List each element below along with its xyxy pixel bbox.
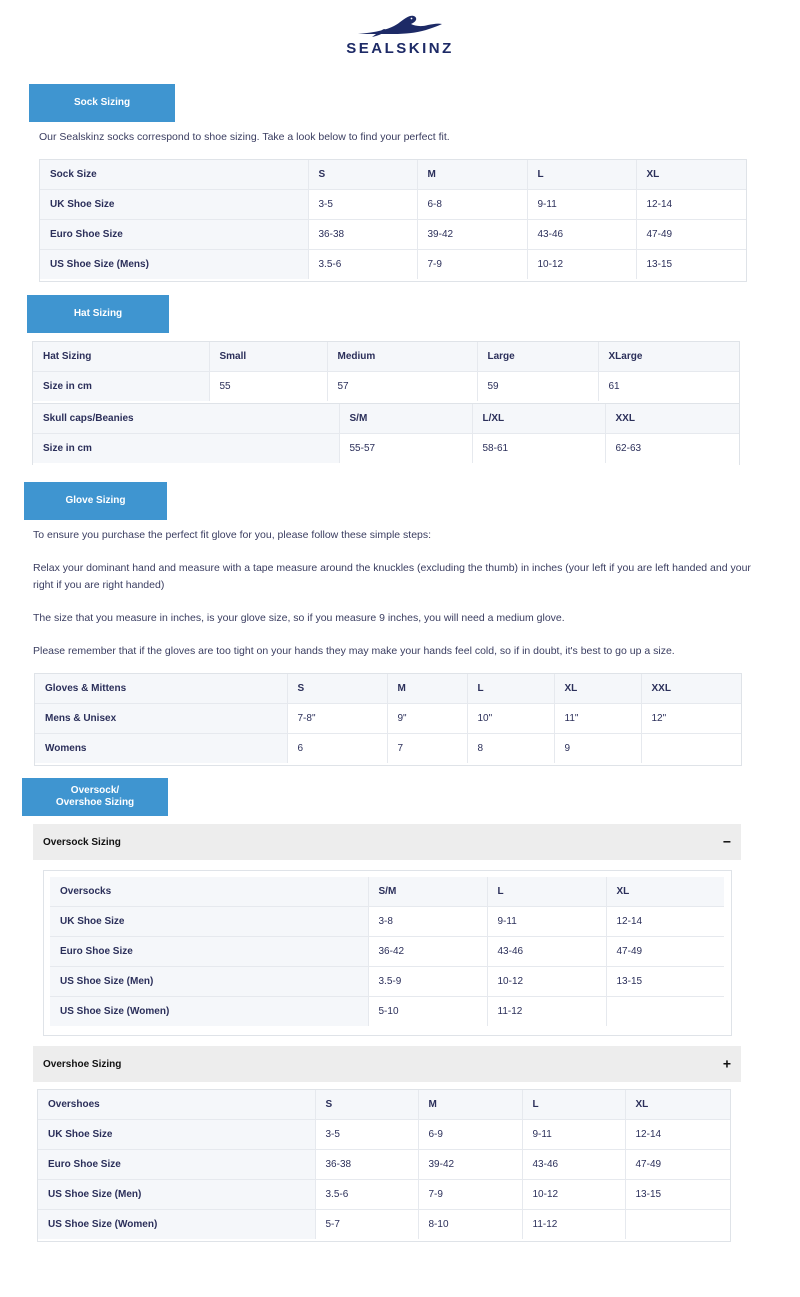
table-cell: 3.5-6 — [315, 1180, 418, 1210]
table-cell: 9-11 — [522, 1120, 625, 1150]
table-cell: 9 — [554, 734, 641, 764]
table-cell: 12-14 — [625, 1120, 730, 1150]
table-cell: S/M — [368, 877, 487, 907]
table-cell: Size in cm — [33, 434, 339, 464]
overshoe-accordion-header[interactable] — [33, 1046, 741, 1082]
table-cell: 47-49 — [606, 937, 724, 967]
table-cell: 47-49 — [636, 220, 746, 250]
expand-icon[interactable]: + — [722, 1055, 731, 1072]
table-cell: XXL — [605, 404, 739, 434]
table-cell: XL — [625, 1090, 730, 1120]
brand-wordmark: SEALSKINZ — [346, 40, 454, 57]
table-cell: 39-42 — [417, 220, 527, 250]
table-cell: 62-63 — [605, 434, 739, 464]
table-cell: 3.5-9 — [368, 967, 487, 997]
table-cell: XXL — [641, 674, 741, 704]
table-cell: 9-11 — [527, 190, 636, 220]
glove-step-size: The size that you measure in inches, is your glove size, so if you measure 9 inches, you will need a medium glove. — [33, 612, 565, 624]
table-header-row — [38, 1090, 730, 1120]
table-cell: 61 — [598, 372, 739, 402]
table-cell: Oversocks — [50, 877, 368, 907]
table-cell: 7 — [387, 734, 467, 764]
oversock-overshoe-label — [56, 785, 134, 809]
table-cell: S — [287, 674, 387, 704]
table-cell: S — [308, 160, 417, 190]
sock-intro: Our Sealskinz socks correspond to shoe sizing. Take a look below to find your perfect fit. — [39, 131, 450, 143]
oversock-size-table — [50, 877, 724, 1026]
table-cell: Euro Shoe Size — [38, 1150, 315, 1180]
table-cell: 43-46 — [522, 1150, 625, 1180]
hat-sizing-tab[interactable] — [27, 295, 169, 333]
table-cell: US Shoe Size (Women) — [38, 1210, 315, 1240]
table-cell: XLarge — [598, 342, 739, 372]
hat-size-table — [33, 342, 739, 401]
label-line: Oversock/ — [70, 785, 120, 796]
table-cell: 8 — [467, 734, 554, 764]
table-row — [50, 997, 724, 1027]
table-cell: 7-9 — [418, 1180, 522, 1210]
table-cell: Euro Shoe Size — [40, 220, 308, 250]
table-cell: Skull caps/Beanies — [33, 404, 339, 434]
table-cell: S — [315, 1090, 418, 1120]
glove-step-intro: To ensure you purchase the perfect fit glove for you, please follow these simple steps: — [33, 529, 432, 541]
table-cell: 11-12 — [522, 1210, 625, 1240]
table-row — [38, 1150, 730, 1180]
table-row — [38, 1210, 730, 1240]
table-header-row — [40, 160, 746, 190]
table-cell: 58-61 — [472, 434, 605, 464]
table-cell: 55 — [209, 372, 327, 402]
table-cell: Medium — [327, 342, 477, 372]
table-cell: 55-57 — [339, 434, 472, 464]
table-cell: Gloves & Mittens — [35, 674, 287, 704]
table-cell: 7-8" — [287, 704, 387, 734]
table-row — [38, 1180, 730, 1210]
table-cell: Small — [209, 342, 327, 372]
table-row — [40, 190, 746, 220]
table-row — [33, 434, 739, 464]
table-row — [38, 1120, 730, 1150]
table-cell: 10-12 — [522, 1180, 625, 1210]
table-cell: 11" — [554, 704, 641, 734]
table-cell: M — [387, 674, 467, 704]
table-cell: 8-10 — [418, 1210, 522, 1240]
table-cell: S/M — [339, 404, 472, 434]
sock-size-table — [40, 160, 746, 279]
table-cell: 13-15 — [636, 250, 746, 280]
label-line: Overshoe Sizing — [55, 797, 135, 808]
table-cell: 36-42 — [368, 937, 487, 967]
table-cell: 36-38 — [315, 1150, 418, 1180]
overshoe-panel — [37, 1089, 731, 1242]
sock-table-frame — [39, 159, 747, 282]
table-cell: 57 — [327, 372, 477, 402]
table-cell: Size in cm — [33, 372, 209, 402]
table-row — [35, 704, 741, 734]
table-cell: 11-12 — [487, 997, 606, 1027]
table-header-row — [33, 342, 739, 372]
table-cell: 9" — [387, 704, 467, 734]
table-header-row — [50, 877, 724, 907]
collapse-icon[interactable]: − — [722, 833, 731, 850]
table-cell — [606, 997, 724, 1027]
table-cell: UK Shoe Size — [40, 190, 308, 220]
overshoe-accordion-title: Overshoe Sizing — [43, 1058, 122, 1070]
table-cell: M — [417, 160, 527, 190]
brand-logo[interactable] — [0, 12, 800, 57]
table-row — [33, 372, 739, 402]
table-row — [50, 967, 724, 997]
oversock-accordion-title: Oversock Sizing — [43, 836, 121, 848]
table-cell: 10" — [467, 704, 554, 734]
table-cell: 12-14 — [606, 907, 724, 937]
table-row — [50, 937, 724, 967]
table-cell: 12-14 — [636, 190, 746, 220]
table-cell: 36-38 — [308, 220, 417, 250]
table-cell: 6-8 — [417, 190, 527, 220]
table-cell: 3-5 — [315, 1120, 418, 1150]
beanie-table-frame — [32, 403, 740, 465]
table-cell: UK Shoe Size — [38, 1120, 315, 1150]
table-cell: 47-49 — [625, 1150, 730, 1180]
table-cell: XL — [636, 160, 746, 190]
table-cell: 3-5 — [308, 190, 417, 220]
table-cell: 13-15 — [625, 1180, 730, 1210]
glove-table-frame — [34, 673, 742, 766]
table-cell: US Shoe Size (Men) — [38, 1180, 315, 1210]
table-cell: 5-10 — [368, 997, 487, 1027]
table-cell: 5-7 — [315, 1210, 418, 1240]
table-cell: L/XL — [472, 404, 605, 434]
table-cell: 3.5-6 — [308, 250, 417, 280]
table-cell: 6-9 — [418, 1120, 522, 1150]
hat-table-frame — [32, 341, 740, 404]
table-cell: 6 — [287, 734, 387, 764]
seal-logo-icon — [354, 12, 446, 38]
beanie-size-table — [33, 404, 739, 463]
oversock-accordion-header[interactable] — [33, 824, 741, 860]
table-cell: Large — [477, 342, 598, 372]
table-cell: Sock Size — [40, 160, 308, 190]
table-cell: 10-12 — [527, 250, 636, 280]
table-cell: XL — [606, 877, 724, 907]
table-cell: US Shoe Size (Mens) — [40, 250, 308, 280]
glove-sizing-label: Glove Sizing — [65, 495, 126, 506]
overshoe-size-table — [38, 1090, 730, 1239]
sock-sizing-tab[interactable] — [29, 84, 175, 122]
table-row — [40, 250, 746, 280]
table-cell: UK Shoe Size — [50, 907, 368, 937]
table-cell: Overshoes — [38, 1090, 315, 1120]
table-row — [50, 907, 724, 937]
glove-step-advice: Please remember that if the gloves are too tight on your hands they may make your hands feel cold, so if in doubt, it's best to go up a size. — [33, 645, 675, 657]
table-cell: 9-11 — [487, 907, 606, 937]
table-cell: Mens & Unisex — [35, 704, 287, 734]
table-cell: US Shoe Size (Women) — [50, 997, 368, 1027]
table-cell: 43-46 — [527, 220, 636, 250]
table-cell — [641, 734, 741, 764]
table-cell: M — [418, 1090, 522, 1120]
glove-size-table — [35, 674, 741, 763]
table-row — [40, 220, 746, 250]
oversock-overshoe-tab[interactable] — [22, 778, 168, 816]
table-cell: 43-46 — [487, 937, 606, 967]
table-cell: L — [487, 877, 606, 907]
table-cell: 13-15 — [606, 967, 724, 997]
table-cell: L — [467, 674, 554, 704]
table-cell: 39-42 — [418, 1150, 522, 1180]
oversock-panel — [43, 870, 732, 1036]
table-header-row — [33, 404, 739, 434]
table-cell: Hat Sizing — [33, 342, 209, 372]
table-cell: Womens — [35, 734, 287, 764]
table-cell: 12" — [641, 704, 741, 734]
sock-sizing-label: Sock Sizing — [73, 97, 131, 108]
table-row — [35, 734, 741, 764]
table-header-row — [35, 674, 741, 704]
table-cell: XL — [554, 674, 641, 704]
table-cell: 7-9 — [417, 250, 527, 280]
hat-sizing-label: Hat Sizing — [73, 308, 123, 319]
table-cell: 3-8 — [368, 907, 487, 937]
table-cell — [625, 1210, 730, 1240]
glove-sizing-tab[interactable] — [24, 482, 167, 520]
table-cell: 59 — [477, 372, 598, 402]
table-cell: 10-12 — [487, 967, 606, 997]
table-cell: Euro Shoe Size — [50, 937, 368, 967]
table-cell: L — [527, 160, 636, 190]
glove-step-measure: Relax your dominant hand and measure with a tape measure around the knuckles (excluding the thumb) in inches (your left if you are left handed and your right if you are right handed) — [33, 562, 751, 591]
table-cell: L — [522, 1090, 625, 1120]
table-cell: US Shoe Size (Men) — [50, 967, 368, 997]
